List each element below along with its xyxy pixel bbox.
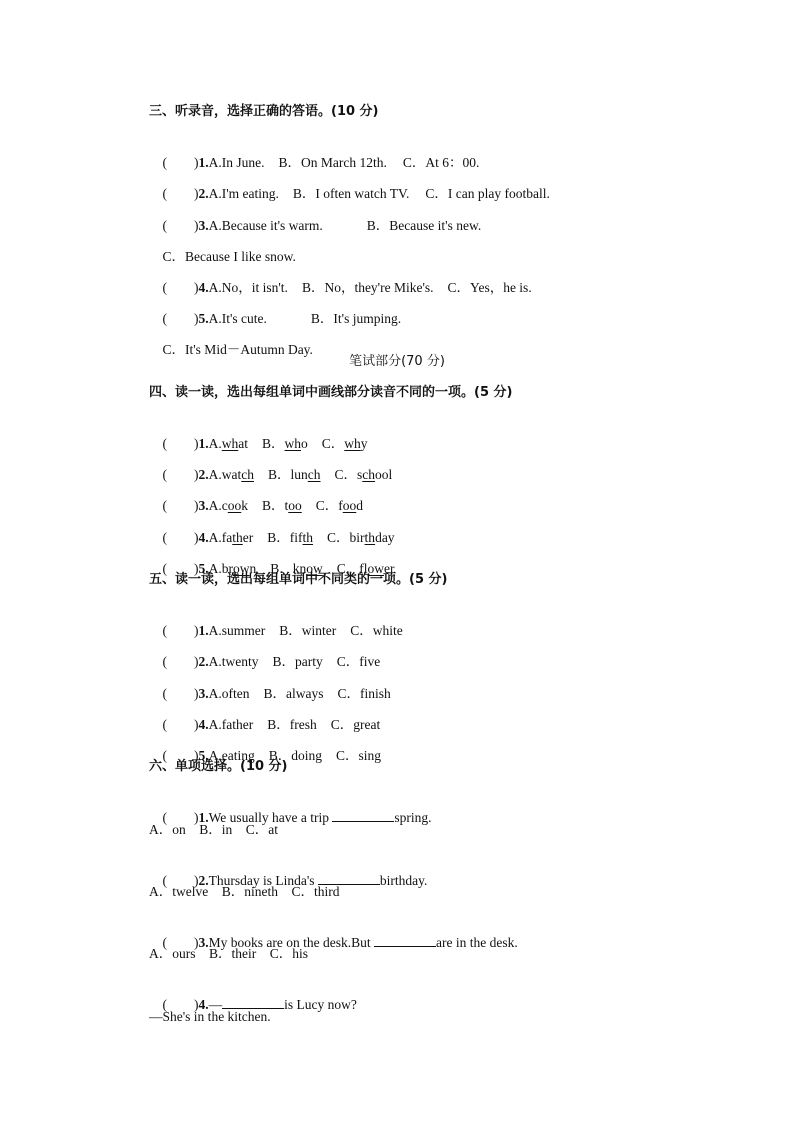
option-a: A.twenty [208,654,259,669]
option-a: A.summer [208,623,266,638]
option-a: A.In June. [208,155,265,170]
option-c: C．sing [336,748,382,763]
option-b: B．No，they're Mike's. [301,280,434,295]
question-row [149,975,734,1012]
answer-paren[interactable]: ( ) [162,186,199,201]
option-b: B．winter [279,623,337,638]
answer-paren[interactable]: ( ) [162,218,199,233]
question-row [149,695,734,732]
option-b: B．party [272,654,323,669]
option-b: B．too [262,498,302,513]
question-text: — [208,997,223,1012]
question-row [149,414,734,451]
option-a: A.watch [208,467,254,482]
question-number: 3. [198,935,209,950]
question-row-continued [149,227,734,264]
question-row [149,445,734,482]
option-b: B．On March 12th. [278,155,387,170]
question-number: 2. [198,654,209,669]
section-3-title: 三、听录音，选择正确的答语。(10 分) [149,104,379,119]
answer-paren[interactable]: ( ) [162,654,199,669]
question-number: 4. [198,280,209,295]
question-number: 5. [198,311,209,326]
question-text: My books are on the desk.But [208,935,374,950]
option-c: C．great [330,717,381,732]
question-row [149,913,734,950]
answer-paren[interactable]: ( ) [162,686,199,701]
answer-paren[interactable]: ( ) [162,810,199,825]
option-a: A.No，it isn't. [208,280,288,295]
option-b: B．I often watch TV. [292,186,410,201]
question-text: We usually have a trip [208,810,333,825]
options-row: A．ours B．their C．his [149,946,309,961]
answer-paren[interactable]: ( ) [162,311,199,326]
answer-paren[interactable]: ( ) [162,873,199,888]
answer-paren[interactable]: ( ) [162,997,199,1012]
question-text: is Lucy now? [284,997,357,1012]
question-number: 3. [198,218,209,233]
question-row [149,196,734,233]
option-b: B．know [270,561,323,576]
answer-paren[interactable]: ( ) [162,467,199,482]
dialogue-line: —She's in the kitchen. [149,1009,271,1024]
question-number: 2. [198,467,209,482]
question-text: birthday. [379,873,428,888]
question-row [149,726,734,763]
question-number: 5. [198,561,209,576]
question-number: 4. [198,997,209,1012]
question-text: are in the desk. [435,935,518,950]
section-6-title: 六、单项选择。(10 分) [149,759,288,774]
option-c: C．five [336,654,381,669]
option-a: A.I'm eating. [208,186,279,201]
question-row [149,258,734,295]
question-row-continued [149,320,734,357]
answer-paren[interactable]: ( ) [162,530,199,545]
question-number: 3. [198,686,209,701]
option-b: B．lunch [268,467,321,482]
option-c: C．white [350,623,403,638]
written-part-heading: 笔试部分(70 分) [349,354,445,369]
option-c: C．birthday [327,530,395,545]
question-number: 1. [198,155,209,170]
option-b: B．It's jumping. [310,311,402,326]
option-b: B．who [262,436,308,451]
question-row [149,539,734,576]
question-row [149,664,734,701]
question-row [149,851,734,888]
answer-paren[interactable]: ( ) [162,155,199,170]
answer-paren[interactable]: ( ) [162,623,199,638]
question-number: 4. [198,530,209,545]
option-a: A.Because it's warm. [208,218,323,233]
answer-paren[interactable]: ( ) [162,717,199,732]
question-number: 1. [198,623,209,638]
options-row: A．twelve B．nineth C．third [149,884,340,899]
section-4-title: 四、读一读，选出每组单词中画线部分读音不同的一项。(5 分) [149,385,513,400]
question-number: 5. [198,748,209,763]
option-b: B．doing [268,748,323,763]
question-number: 3. [198,498,209,513]
question-text: Thursday is Linda's [208,873,318,888]
option-c: C．why [321,436,368,451]
question-number: 1. [198,810,209,825]
answer-paren[interactable]: ( ) [162,280,199,295]
option-c: C．I can play football. [425,186,550,201]
question-text: spring. [394,810,432,825]
option-b: B．fresh [267,717,317,732]
answer-paren[interactable]: ( ) [162,561,199,576]
answer-paren[interactable]: ( ) [162,935,199,950]
option-c: C．Yes，he is. [447,280,532,295]
option-a: A.father [208,717,254,732]
options-row: A．on B．in C．at [149,822,279,837]
option-a: A.what [208,436,248,451]
question-row [149,289,734,326]
question-number: 2. [198,186,209,201]
option-b: B．always [263,686,324,701]
option-b: B．fifth [267,530,314,545]
option-c: C．At 6：00. [402,155,480,170]
answer-paren[interactable]: ( ) [162,498,199,513]
option-c: C．food [315,498,364,513]
option-c: C．Because I like snow. [162,249,296,264]
question-row [149,632,734,669]
question-number: 1. [198,436,209,451]
option-b: B．Because it's new. [366,218,482,233]
answer-paren[interactable]: ( ) [162,436,199,451]
option-c: C．It's Mid－Autumn Day. [162,342,313,357]
question-row [149,476,734,513]
option-a: A.often [208,686,250,701]
question-row [149,133,734,170]
option-a: A.brown [208,561,257,576]
section-5-title: 五、读一读，选出每组单词中不同类的一项。(5 分) [149,572,448,587]
question-row [149,508,734,545]
answer-paren[interactable]: ( ) [162,748,199,763]
option-a: A.It's cute. [208,311,267,326]
question-row [149,601,734,638]
option-c: C．flower [336,561,395,576]
option-a: A.eating [208,748,255,763]
option-a: A.father [208,530,254,545]
option-a: A.cook [208,498,248,513]
question-row [149,164,734,201]
question-number: 4. [198,717,209,732]
question-row [149,788,734,825]
option-c: C．school [334,467,393,482]
question-number: 2. [198,873,209,888]
option-c: C．finish [337,686,391,701]
